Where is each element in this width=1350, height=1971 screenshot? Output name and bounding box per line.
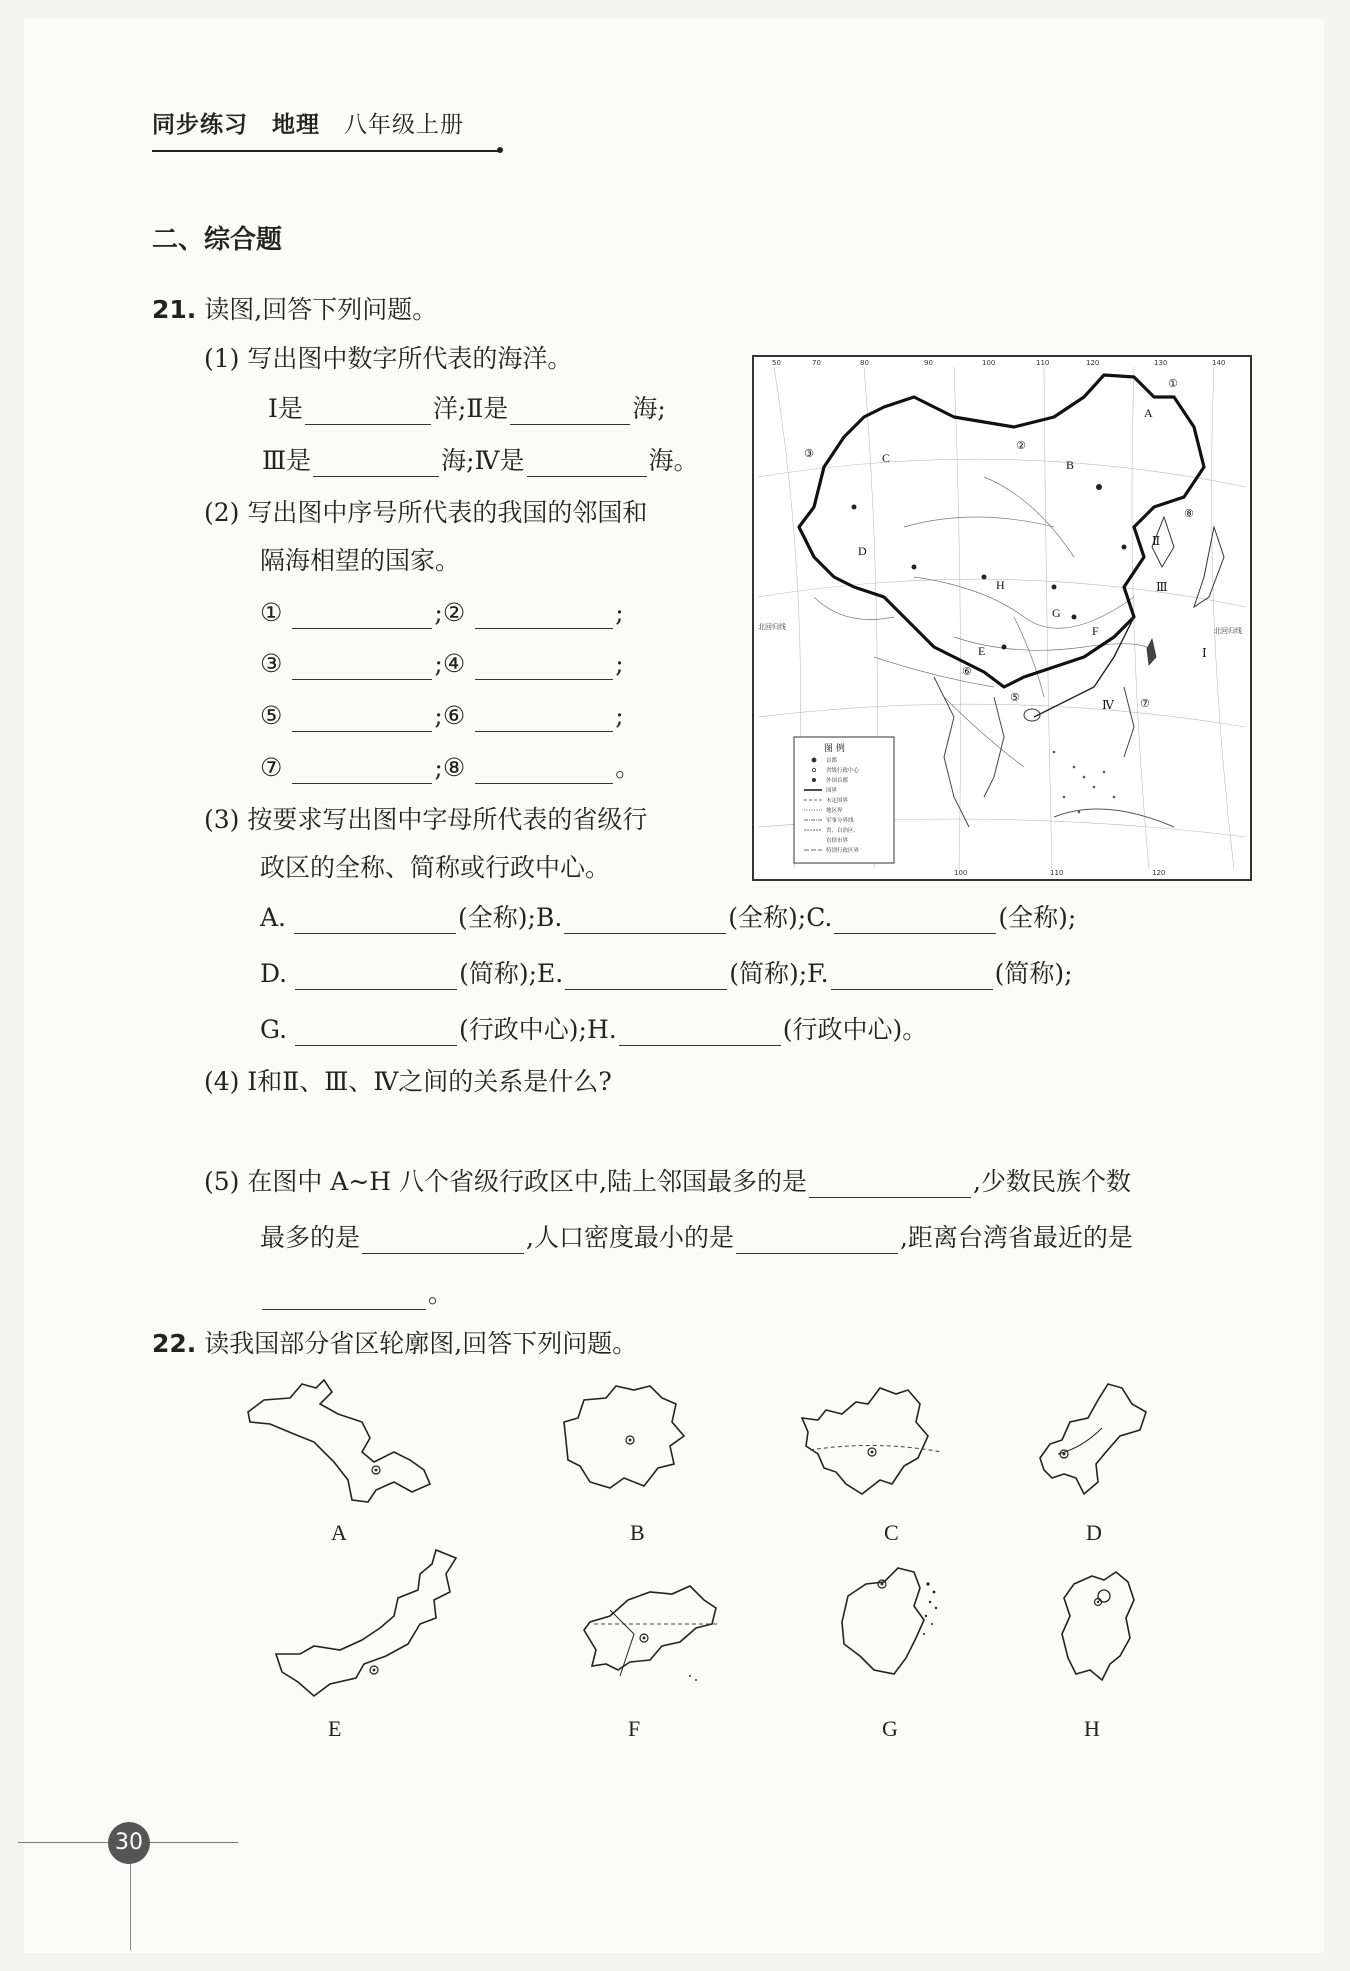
q21-stem-text: 读图,回答下列问题。	[204, 295, 438, 324]
part5-text-4: ,人口密度最小的是	[526, 1223, 734, 1252]
outline-label-h: H	[1084, 1716, 1100, 1741]
answer-blank-5[interactable]	[292, 705, 432, 732]
answer-blank-sea-4[interactable]	[527, 450, 647, 477]
label-e: (简称);E.	[459, 959, 564, 988]
longitude-tick: 80	[860, 359, 869, 367]
longitude-tick: 100	[982, 359, 996, 367]
longitude-tick: 130	[1154, 359, 1168, 367]
circled-2: ②	[442, 598, 466, 627]
part5-text-1: (5) 在图中 A~H 八个省级行政区中,陆上邻国最多的是	[204, 1167, 808, 1196]
q22-stem-text: 读我国部分省区轮廓图,回答下列问题。	[204, 1329, 638, 1358]
answer-blank-7[interactable]	[292, 757, 432, 784]
legend-item: 特别行政区界	[826, 848, 860, 854]
province-row-1	[260, 902, 1076, 934]
outline-label-b: B	[630, 1520, 645, 1545]
header-rule-dot	[497, 147, 503, 153]
q21-part3-line1: (3) 按要求写出图中字母所代表的省级行	[204, 805, 648, 834]
q22-number: 22.	[152, 1329, 197, 1358]
answer-blank-nearest-taiwan[interactable]	[262, 1283, 426, 1310]
map-sea-2: Ⅱ	[1152, 534, 1161, 548]
circled-1: ①	[260, 598, 283, 627]
separator: ;	[434, 649, 443, 678]
map-letter-d: D	[858, 544, 867, 558]
answer-blank-h[interactable]	[619, 1019, 781, 1046]
answer-blank-2[interactable]	[475, 602, 613, 629]
neighbor-row-1	[260, 597, 624, 629]
answer-blank-8[interactable]	[475, 757, 613, 784]
q22-stem	[152, 1328, 637, 1360]
legend-item: 国界	[826, 788, 838, 794]
legend-item: 未定国界	[826, 798, 849, 804]
province-outline-e	[270, 1544, 460, 1704]
label-a: A.	[260, 903, 287, 932]
map-circled-6: ⑥	[962, 665, 972, 678]
answer-blank-4[interactable]	[475, 653, 613, 680]
circled-7: ⑦	[260, 753, 283, 782]
map-circled-1: ①	[1168, 377, 1178, 390]
longitude-tick: 140	[1212, 359, 1226, 367]
province-row-2	[260, 958, 1073, 990]
map-circled-5: ⑤	[1010, 691, 1020, 704]
part5-text-2: ,少数民族个数	[973, 1167, 1131, 1196]
province-outline-g	[836, 1562, 946, 1682]
page-number: 30	[108, 1822, 150, 1864]
outline-label-f: F	[628, 1716, 641, 1741]
label-h: (行政中心);H.	[459, 1015, 617, 1044]
map-letter-f: F	[1092, 624, 1099, 638]
longitude-tick: 110	[1036, 359, 1050, 367]
answer-blank-1[interactable]	[292, 602, 432, 629]
circled-5: ⑤	[260, 701, 283, 730]
china-border	[799, 375, 1204, 687]
longitude-tick: 70	[812, 359, 821, 367]
footer-vertical-rule	[130, 1860, 131, 1950]
separator: ;	[615, 649, 624, 678]
map-letter-a: A	[1144, 406, 1153, 420]
province-outline-c	[796, 1384, 946, 1500]
neighbor-row-2	[260, 648, 624, 680]
q21-part5-line3	[260, 1278, 453, 1310]
longitude-tick: 120	[1086, 359, 1100, 367]
china-map-figure	[752, 355, 1252, 881]
q21-part1-line1	[268, 393, 666, 425]
header-rule	[152, 150, 500, 152]
legend-item: 直辖市界	[826, 838, 849, 844]
longitude-tick: 100	[954, 869, 968, 877]
map-circled-7: ⑦	[1140, 697, 1150, 710]
neighbor-row-4	[260, 752, 640, 784]
map-sea-1: Ⅰ	[1202, 646, 1207, 660]
separator: ;	[434, 598, 443, 627]
answer-blank-sea-1[interactable]	[305, 398, 431, 425]
answer-blank-6[interactable]	[475, 705, 613, 732]
legend-item: 军事分界线	[826, 818, 854, 824]
map-circled-8: ⑧	[1184, 507, 1194, 520]
longitude-tick: 120	[1152, 869, 1166, 877]
circled-6: ⑥	[442, 701, 466, 730]
answer-blank-most-neighbors[interactable]	[809, 1171, 971, 1198]
separator: ;	[434, 701, 443, 730]
separator: ;	[615, 701, 624, 730]
legend-item: 外国首都	[826, 778, 849, 784]
answer-blank-b[interactable]	[564, 907, 726, 934]
outline-label-d: D	[1086, 1520, 1102, 1545]
label-c-end: (全称);	[998, 903, 1077, 932]
legend-item: 首都	[826, 758, 838, 764]
answer-blank-lowest-density[interactable]	[736, 1227, 898, 1254]
circled-8: ⑧	[442, 753, 466, 782]
q21-number: 21.	[152, 295, 197, 324]
q21-part2-line2: 隔海相望的国家。	[260, 546, 461, 575]
map-sea-3: Ⅲ	[1156, 580, 1168, 594]
answer-blank-sea-2[interactable]	[510, 398, 630, 425]
china-map	[754, 357, 1250, 879]
map-letter-c: C	[882, 451, 891, 465]
answer-blank-c[interactable]	[834, 907, 996, 934]
legend-title: 图 例	[824, 744, 845, 754]
grade-title: 八年级上册	[344, 112, 464, 138]
q21-stem	[152, 294, 437, 326]
province-row-3	[260, 1014, 927, 1046]
map-letter-e: E	[978, 644, 986, 658]
legend-item: 地区界	[826, 808, 843, 814]
outline-label-c: C	[884, 1520, 899, 1545]
label-b: (全称);B.	[458, 903, 563, 932]
label-f-end: (简称);	[994, 959, 1073, 988]
map-letter-b: B	[1066, 458, 1075, 472]
answer-blank-a[interactable]	[294, 907, 456, 934]
legend-item: 省、自治区、	[826, 828, 860, 834]
label-sea-2-end: 海;	[632, 394, 666, 423]
circled-3: ③	[260, 649, 283, 678]
answer-blank-d[interactable]	[295, 963, 457, 990]
q21-part1-line2	[262, 445, 699, 477]
q21-part4: (4) Ⅰ和Ⅱ、Ⅲ、Ⅳ之间的关系是什么?	[204, 1067, 612, 1096]
longitude-tick: 110	[1050, 869, 1064, 877]
legend-item: 省级行政中心	[826, 768, 860, 774]
circled-4: ④	[442, 649, 466, 678]
label-h-end: (行政中心)。	[782, 1015, 928, 1044]
part5-text-5: ,距离台湾省最近的是	[899, 1223, 1133, 1252]
outline-label-a: A	[331, 1520, 347, 1545]
label-d: D.	[260, 959, 288, 988]
map-letter-h: H	[996, 578, 1005, 592]
map-letter-g: G	[1052, 606, 1061, 620]
neighbor-row-3	[260, 700, 624, 732]
longitude-tick: 50	[772, 359, 781, 367]
province-outline-d	[1036, 1378, 1150, 1496]
q21-part1: (1) 写出图中数字所代表的海洋。	[204, 344, 573, 373]
q21-part3-line2: 政区的全称、简称或行政中心。	[260, 853, 611, 882]
q21-part2-line1: (2) 写出图中序号所代表的我国的邻国和	[204, 498, 648, 527]
answer-blank-f[interactable]	[831, 963, 993, 990]
label-sea-4: 海;Ⅳ是	[441, 446, 525, 475]
answer-blank-e[interactable]	[565, 963, 727, 990]
part5-terminator: 。	[428, 1279, 454, 1308]
label-f: (简称);F.	[729, 959, 829, 988]
label-sea-2: 洋;Ⅱ是	[432, 394, 509, 423]
subject-title: 地理	[272, 111, 320, 138]
q21-part5-line1	[204, 1166, 1131, 1198]
longitude-tick: 90	[924, 359, 933, 367]
book-title: 同步练习	[152, 111, 248, 138]
part5-text-3: 最多的是	[260, 1223, 361, 1252]
answer-blank-most-minorities[interactable]	[362, 1227, 524, 1254]
separator: ;	[615, 598, 624, 627]
label-sea-1: Ⅰ是	[268, 394, 303, 423]
answer-blank-g[interactable]	[295, 1019, 457, 1046]
map-circled-3: ③	[804, 447, 814, 460]
terminator: 。	[615, 753, 641, 782]
province-outline-b	[560, 1382, 690, 1492]
map-legend	[794, 737, 894, 863]
answer-blank-3[interactable]	[292, 653, 432, 680]
outline-label-e: E	[328, 1716, 342, 1741]
map-tag-left: 北回归线	[758, 623, 786, 631]
province-outline-h	[1056, 1568, 1140, 1684]
outline-label-g: G	[882, 1716, 898, 1741]
map-sea-4: Ⅳ	[1102, 698, 1114, 712]
running-header	[152, 106, 488, 139]
map-tag-right: 北回归线	[1214, 627, 1242, 635]
section-title: 二、综合题	[152, 225, 283, 255]
label-sea-3: Ⅲ是	[262, 446, 312, 475]
map-circled-2: ②	[1016, 439, 1026, 452]
province-outline-f	[580, 1580, 730, 1692]
label-g: G.	[260, 1015, 288, 1044]
q21-part5-line2	[260, 1222, 1133, 1254]
separator: ;	[434, 753, 443, 782]
province-outline-a	[244, 1378, 434, 1506]
label-sea-4-end: 海。	[648, 446, 699, 475]
answer-blank-sea-3[interactable]	[313, 450, 439, 477]
label-c: (全称);C.	[728, 903, 833, 932]
